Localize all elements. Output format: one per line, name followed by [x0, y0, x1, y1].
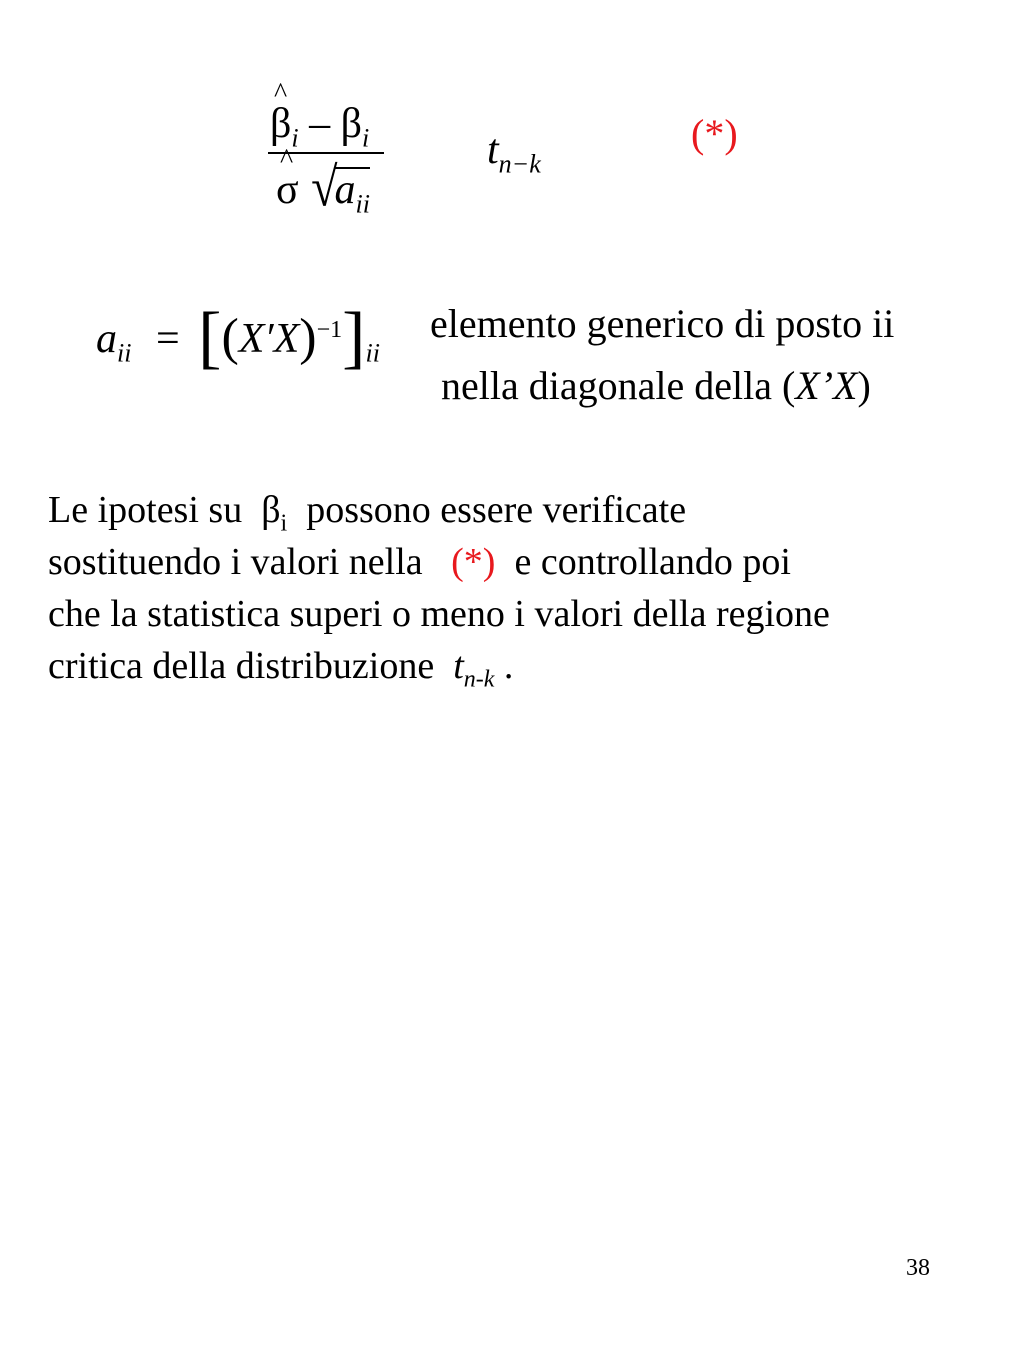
- paragraph-line-3: che la statistica superi o meno i valori della regione: [48, 593, 830, 635]
- a-subscript: ii: [117, 338, 132, 368]
- period: .: [503, 645, 514, 687]
- square-root-radicand: [334, 167, 370, 219]
- bracket-subscript: ii: [365, 338, 380, 368]
- matrix-xx: X′X: [238, 316, 300, 362]
- paragraph-line-2: [48, 540, 791, 584]
- beta-subscript: i: [280, 510, 288, 537]
- aii-definition-formula: [96, 298, 380, 378]
- equation-star-label: (*): [691, 111, 738, 156]
- minus-sign: –: [309, 101, 331, 147]
- t-subscript: n-k: [463, 666, 495, 693]
- beta-subscript: i: [361, 123, 370, 153]
- paragraph-line-4: [48, 644, 514, 693]
- description-line-1: elemento generico di posto ii: [430, 301, 895, 346]
- a-subscript: ii: [355, 189, 370, 219]
- text-segment: critica della distribuzione: [48, 645, 435, 687]
- text-segment: possono essere verificate: [306, 489, 687, 531]
- star-reference: (*): [451, 541, 496, 583]
- a-symbol: a: [96, 316, 117, 362]
- close-paren: ): [299, 309, 317, 366]
- text-segment: Le ipotesi su: [48, 489, 243, 531]
- open-bracket: [: [198, 299, 222, 376]
- equals-sign: =: [155, 316, 180, 362]
- beta-symbol: β: [261, 489, 281, 531]
- t-letter: t: [487, 127, 499, 173]
- description-line-2: [441, 362, 871, 409]
- paragraph-line-1: [48, 488, 687, 537]
- page-number: 38: [906, 1255, 930, 1281]
- sigma-hat-symbol: ^ σ: [276, 166, 299, 214]
- close-bracket: ]: [342, 299, 366, 376]
- a-symbol: a: [334, 167, 356, 213]
- t-subscript: n−k: [498, 149, 541, 179]
- fraction-numerator: [270, 100, 370, 153]
- open-paren: (: [221, 309, 239, 366]
- text-segment: e controllando poi: [514, 541, 791, 583]
- text-segment: sostituendo i valori nella: [48, 541, 423, 583]
- beta-hat-subscript: i: [291, 123, 299, 153]
- beta-symbol: β: [340, 101, 362, 147]
- description-matrix: X’X: [795, 363, 858, 408]
- fraction-denominator: [276, 157, 370, 219]
- square-root-sign: √: [311, 157, 338, 218]
- description-prefix: nella diagonale della (: [441, 363, 796, 408]
- t-letter: t: [453, 645, 464, 687]
- t-distribution-symbol: [487, 126, 541, 179]
- beta-hat-symbol: ^ β: [270, 100, 291, 148]
- inverse-exponent: −1: [316, 317, 343, 343]
- description-suffix: ): [857, 363, 871, 408]
